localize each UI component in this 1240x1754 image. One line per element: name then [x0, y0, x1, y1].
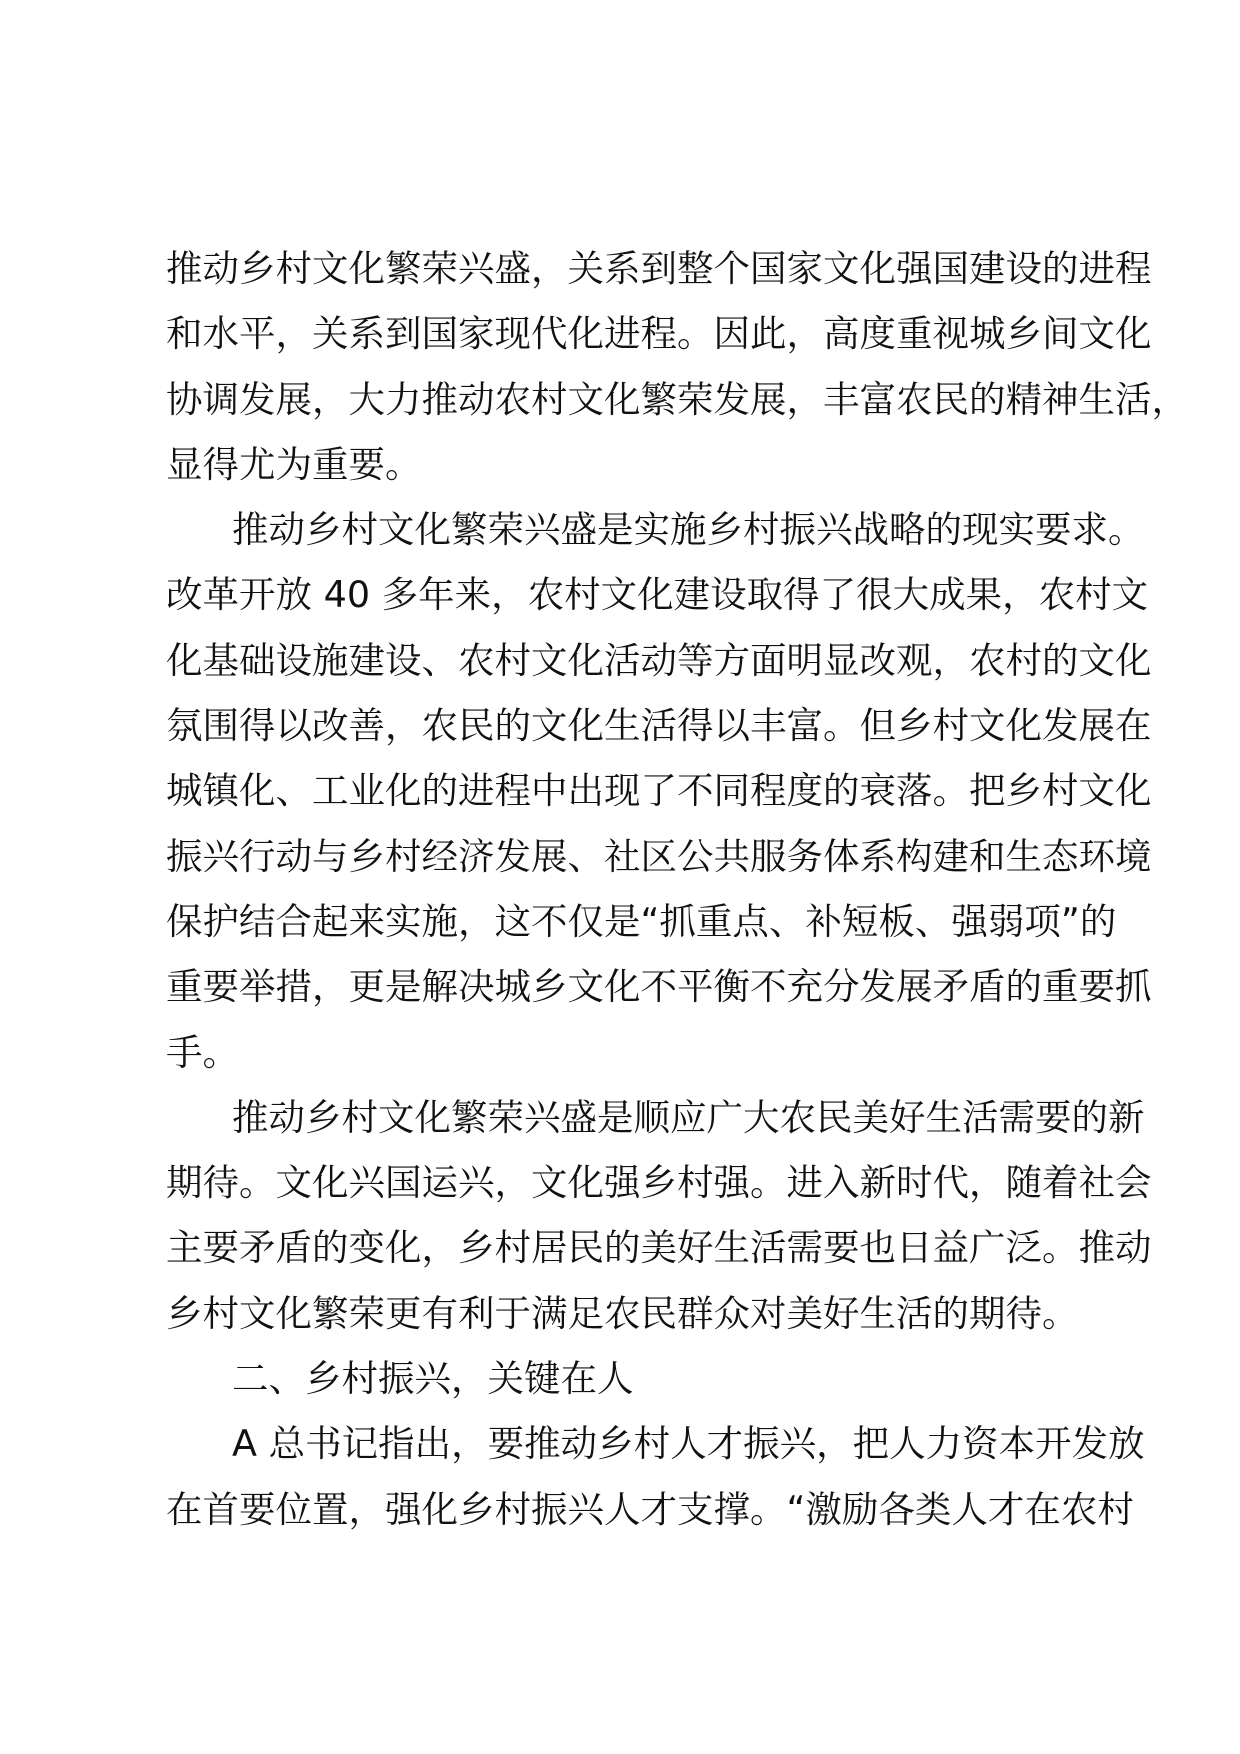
paragraph-first-line: A 总书记指出，要推动乡村人才振兴，把人力资本开发放	[232, 1422, 1145, 1466]
text-line: 振兴行动与乡村经济发展、社区公共服务体系构建和生态环境	[166, 834, 1152, 878]
text-line: 氛围得以改善，农民的文化生活得以丰富。但乡村文化发展在	[166, 704, 1152, 748]
body-text	[166, 236, 1188, 1542]
text-line: 城镇化、工业化的进程中出现了不同程度的衰落。把乡村文化	[166, 769, 1152, 813]
text-line: 乡村文化繁荣更有利于满足农民群众对美好生活的期待。	[166, 1291, 1079, 1335]
text-line: 期待。文化兴国运兴，文化强乡村强。进入新时代，随着社会	[166, 1161, 1152, 1205]
paragraph-first-line: 推动乡村文化繁荣兴盛是实施乡村振兴战略的现实要求。	[232, 508, 1145, 552]
text-line: 协调发展，大力推动农村文化繁荣发展，丰富农民的精神生活，	[166, 377, 1188, 421]
text-line: 手。	[166, 1030, 239, 1074]
text-line: 化基础设施建设、农村文化活动等方面明显改观，农村的文化	[166, 638, 1152, 682]
text-line: 改革开放 40 多年来，农村文化建设取得了很大成果，农村文	[166, 573, 1149, 617]
section-heading: 二、乡村振兴，关键在人	[232, 1357, 634, 1401]
text-line: 主要矛盾的变化，乡村居民的美好生活需要也日益广泛。推动	[166, 1226, 1152, 1270]
paragraph-first-line: 推动乡村文化繁荣兴盛是顺应广大农民美好生活需要的新	[232, 1095, 1145, 1139]
text-line: 推动乡村文化繁荣兴盛，关系到整个国家文化强国建设的进程	[166, 247, 1152, 290]
text-line: 和水平，关系到国家现代化进程。因此，高度重视城乡间文化	[166, 312, 1152, 356]
text-line: 保护结合起来实施，这不仅是“抓重点、补短板、强弱项”的	[166, 899, 1117, 943]
text-line: 在首要位置，强化乡村振兴人才支撑。“激励各类人才在农村	[166, 1487, 1134, 1531]
text-line: 显得尤为重要。	[166, 442, 422, 486]
text-line: 重要举措，更是解决城乡文化不平衡不充分发展矛盾的重要抓	[166, 965, 1152, 1009]
